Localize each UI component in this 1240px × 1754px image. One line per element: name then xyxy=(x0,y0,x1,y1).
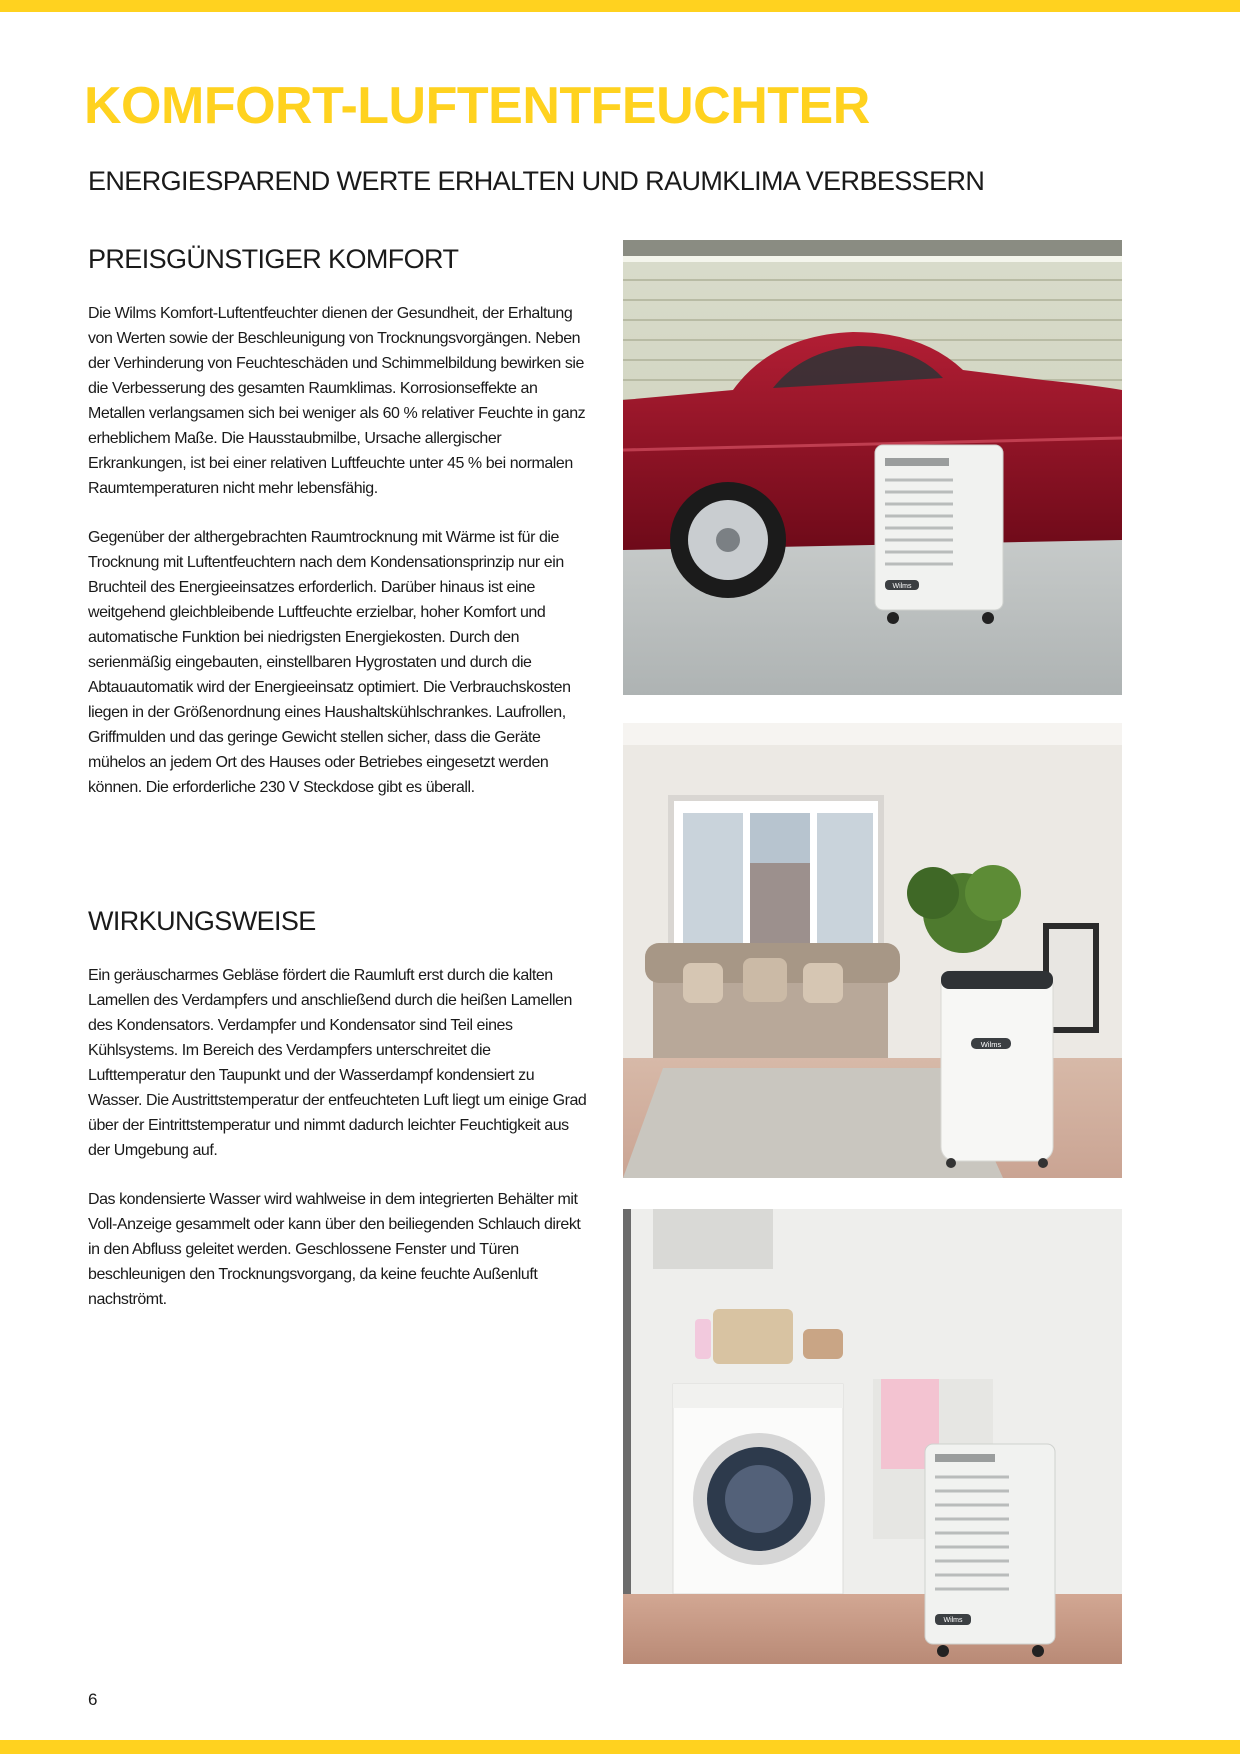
top-accent-bar xyxy=(0,0,1240,12)
section-heading: WIRKUNGSWEISE xyxy=(88,906,316,936)
section-paragraph: Gegenüber der althergebrachten Raumtrocknung mit Wärme ist für die Trocknung mit Luftentfeuchtern nach dem Kondensationsprinzip nur ein Bruchteil des Energieeinsatzes erforderlich. Darüber hinaus ist eine weitgehend gleichbleibende Luftfeuchte erzielbar, hoher Komfort und automatische Funktion bei niedrigsten Energiekosten. Durch den serienmäßig eingebauten, einstellbaren Hygrostaten und durch die Abtauautomatik wird der Energieeinsatz optimiert. Die Verbrauchskosten liegen in der Größenordnung eines Haushaltskühlschrankes. Laufrollen, Griffmulden und das geringe Gewicht stellen sicher, dass die Geräte mühelos an jedem Ort des Hauses oder Betriebes eingesetzt werden können. Die erforderliche 230 V Steckdose gibt es überall. xyxy=(88,529,571,796)
page-title: KOMFORT-LUFTENTFEUCHTER xyxy=(84,77,870,135)
dehumidifier-unit xyxy=(925,1444,1055,1657)
brand-label: Wilms xyxy=(980,1040,1002,1049)
section-heading: PREISGÜNSTIGER KOMFORT xyxy=(88,244,459,274)
brand-label: Wilms xyxy=(943,1617,963,1624)
photo-laundry-room-dehumidifier xyxy=(623,1209,1122,1664)
section-paragraph: Ein geräuscharmes Gebläse fördert die Raumluft erst durch die kalten Lamellen des Verdampfers und anschließend durch die heißen Lamellen des Kondensators. Verdampfer und Kondensator sind Teil eines Kühlsystems. Im Bereich des Verdampfers unterschreitet die Lufttemperatur den Taupunkt und der Wasserdampf kondensiert zu Wasser. Die Austrittstemperatur der entfeuchteten Luft liegt um einige Grad über der Eintrittstemperatur und nimmt dadurch leichter Feuchtigkeit aus der Umgebung auf. xyxy=(88,967,587,1159)
page-number: 6 xyxy=(88,1690,98,1709)
section-wirkungsweise xyxy=(88,906,588,1336)
brand-label: Wilms xyxy=(892,583,912,590)
bottom-accent-bar xyxy=(0,1740,1240,1754)
dehumidifier-unit xyxy=(941,971,1053,1168)
photo-living-room-dehumidifier xyxy=(623,723,1122,1178)
section-preisguenstiger-komfort xyxy=(88,244,588,824)
section-paragraph: Die Wilms Komfort-Luftentfeuchter dienen der Gesundheit, der Erhaltung von Werten sowie der Beschleunigung von Trocknungsvorgängen. Neben der Verhinderung von Feuchteschäden und Schimmelbildung bewirken sie die Verbesserung des gesamten Raumklimas. Korrosionseffekte an Metallen verlangsamen sich bei weniger als 60 % relativer Feuchte in ganz erheblichem Maße. Die Hausstaubmilbe, Ursache allergischer Erkrankungen, ist bei einer relativen Luftfeuchte unter 45 % bei normalen Raumtemperaturen nicht mehr lebensfähig. xyxy=(88,305,586,497)
section-paragraph: Das kondensierte Wasser wird wahlweise in dem integrierten Behälter mit Voll-Anzeige gesammelt oder kann über den beiliegenden Schlauch direkt in den Abfluss geleitet werden. Geschlossene Fenster und Türen beschleunigen den Trocknungsvorgang, da keine feuchte Außenluft nachströmt. xyxy=(88,1191,581,1308)
page-subtitle: ENERGIESPAREND WERTE ERHALTEN UND RAUMKLIMA VERBESSERN xyxy=(88,166,985,196)
photo-garage-car-dehumidifier xyxy=(623,240,1122,695)
dehumidifier-unit xyxy=(875,445,1003,624)
